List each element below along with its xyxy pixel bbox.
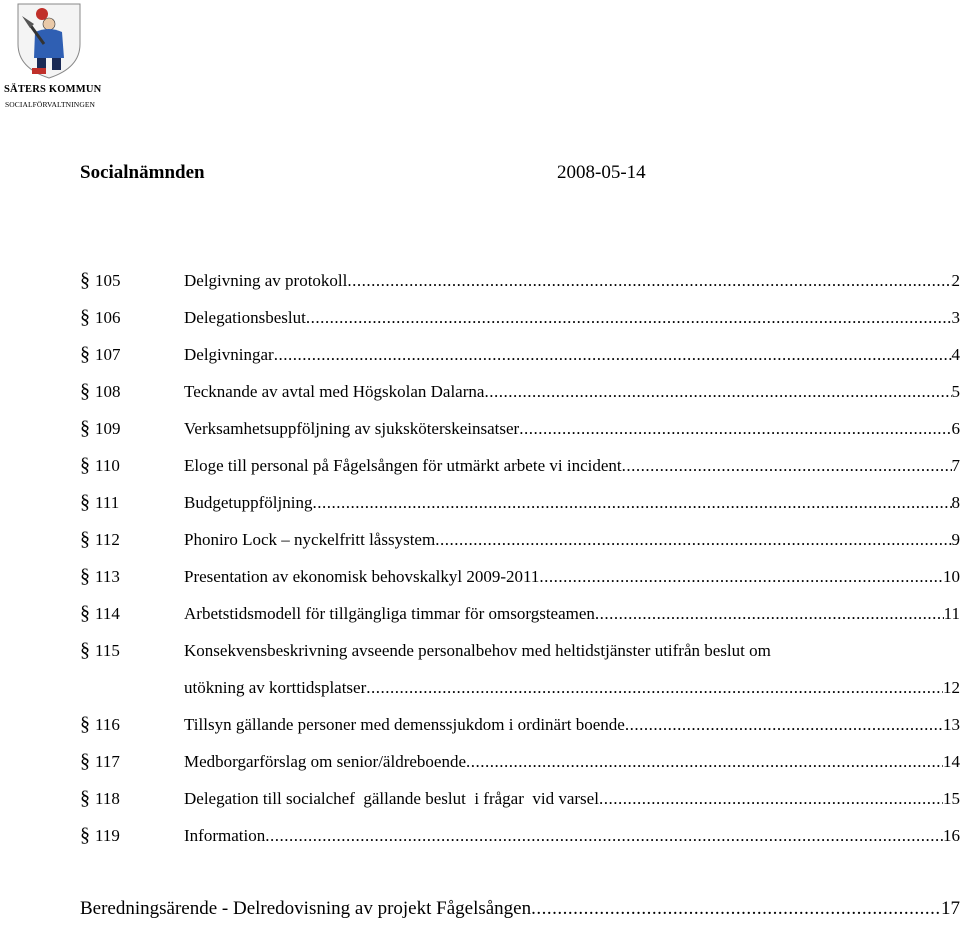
table-of-contents bbox=[80, 262, 960, 854]
entry-title: Delegationsbeslut bbox=[184, 299, 306, 336]
section-sign: § bbox=[80, 410, 90, 447]
preparatory-matter-entry[interactable] bbox=[80, 889, 960, 929]
dot-leader bbox=[366, 669, 943, 706]
paragraph-number: 115 bbox=[95, 632, 120, 669]
paragraph-number: 116 bbox=[95, 706, 120, 743]
section-sign: § bbox=[80, 262, 90, 299]
municipality-logo bbox=[4, 2, 94, 110]
dot-leader bbox=[484, 373, 951, 410]
entry-title: Verksamhetsuppföljning av sjuksköterskeinsatser bbox=[184, 410, 519, 447]
section-sign: § bbox=[80, 780, 90, 817]
page-number: 2 bbox=[952, 262, 960, 299]
paragraph-number: 109 bbox=[95, 410, 121, 447]
paragraph-number: 119 bbox=[95, 817, 120, 854]
toc-entry[interactable] bbox=[80, 743, 960, 780]
entry-title: Medborgarförslag om senior/äldreboende bbox=[184, 743, 466, 780]
toc-entry[interactable] bbox=[80, 447, 960, 484]
dot-leader bbox=[622, 447, 952, 484]
paragraph-number: 117 bbox=[95, 743, 120, 780]
paragraph-number: 108 bbox=[95, 373, 121, 410]
dot-leader bbox=[531, 889, 941, 929]
page-number: 12 bbox=[943, 669, 960, 706]
page-number: 13 bbox=[943, 706, 960, 743]
dot-leader bbox=[519, 410, 951, 447]
page-number: 6 bbox=[952, 410, 960, 447]
section-sign: § bbox=[80, 336, 90, 373]
paragraph-number: 114 bbox=[95, 595, 120, 632]
paragraph-number: 113 bbox=[95, 558, 120, 595]
paragraph-number: 105 bbox=[95, 262, 121, 299]
meeting-date: 2008-05-14 bbox=[557, 162, 646, 184]
page-number: 3 bbox=[952, 299, 960, 336]
toc-entry[interactable] bbox=[80, 632, 960, 706]
entry-title: Tecknande av avtal med Högskolan Dalarna bbox=[184, 373, 484, 410]
paragraph-number: 107 bbox=[95, 336, 121, 373]
paragraph-number: 118 bbox=[95, 780, 120, 817]
entry-title-continued: utökning av korttidsplatser bbox=[184, 669, 366, 706]
toc-entry[interactable] bbox=[80, 521, 960, 558]
entry-title: Information bbox=[184, 817, 265, 854]
entry-title: Delegation till socialchef gällande beslut i frågar vid varsel bbox=[184, 780, 599, 817]
entry-title: Konsekvensbeskrivning avseende personalbehov med heltidstjänster utifrån beslut om bbox=[184, 632, 771, 669]
toc-entry[interactable] bbox=[80, 299, 960, 336]
toc-entry[interactable] bbox=[80, 336, 960, 373]
entry-title: Phoniro Lock – nyckelfritt låssystem bbox=[184, 521, 435, 558]
section-sign: § bbox=[80, 817, 90, 854]
paragraph-number: 111 bbox=[95, 484, 119, 521]
page-number: 15 bbox=[943, 780, 960, 817]
toc-entry[interactable] bbox=[80, 558, 960, 595]
toc-entry[interactable] bbox=[80, 817, 960, 854]
dot-leader bbox=[435, 521, 951, 558]
page-number: 8 bbox=[952, 484, 960, 521]
entry-title: Budgetuppföljning bbox=[184, 484, 312, 521]
toc-entry[interactable] bbox=[80, 595, 960, 632]
section-sign: § bbox=[80, 484, 90, 521]
dot-leader bbox=[599, 780, 943, 817]
section-sign: § bbox=[80, 447, 90, 484]
entry-title: Arbetstidsmodell för tillgängliga timmar för omsorgsteamen bbox=[184, 595, 595, 632]
section-sign: § bbox=[80, 595, 90, 632]
section-sign: § bbox=[80, 706, 90, 743]
entry-title: Beredningsärende - Delredovisning av projekt Fågelsången bbox=[80, 889, 531, 929]
paragraph-number: 106 bbox=[95, 299, 121, 336]
entry-title: Delgivningar bbox=[184, 336, 274, 373]
dot-leader bbox=[625, 706, 943, 743]
dot-leader bbox=[312, 484, 951, 521]
section-sign: § bbox=[80, 521, 90, 558]
page-number: 16 bbox=[943, 817, 960, 854]
section-sign: § bbox=[80, 632, 90, 669]
paragraph-number: 112 bbox=[95, 521, 120, 558]
page-number: 5 bbox=[952, 373, 960, 410]
dot-leader bbox=[595, 595, 944, 632]
dot-leader bbox=[347, 262, 951, 299]
dot-leader bbox=[466, 743, 943, 780]
section-sign: § bbox=[80, 299, 90, 336]
section-sign: § bbox=[80, 558, 90, 595]
entry-title: Delgivning av protokoll bbox=[184, 262, 347, 299]
toc-entry[interactable] bbox=[80, 780, 960, 817]
toc-entry[interactable] bbox=[80, 484, 960, 521]
toc-entry[interactable] bbox=[80, 410, 960, 447]
page-number: 17 bbox=[941, 889, 960, 929]
section-sign: § bbox=[80, 373, 90, 410]
section-sign: § bbox=[80, 743, 90, 780]
entry-title: Eloge till personal på Fågelsången för utmärkt arbete vi incident bbox=[184, 447, 622, 484]
paragraph-number: 110 bbox=[95, 447, 120, 484]
committee-title: Socialnämnden bbox=[80, 162, 205, 184]
page-number: 4 bbox=[952, 336, 960, 373]
page-number: 7 bbox=[952, 447, 960, 484]
page-number: 9 bbox=[952, 521, 960, 558]
logo-subtitle: SOCIALFÖRVALTNINGEN bbox=[4, 100, 96, 109]
coat-of-arms-icon bbox=[4, 2, 94, 82]
entry-title: Presentation av ekonomisk behovskalkyl 2009-2011 bbox=[184, 558, 539, 595]
page-number: 11 bbox=[944, 595, 960, 632]
toc-entry[interactable] bbox=[80, 262, 960, 299]
toc-entry[interactable] bbox=[80, 706, 960, 743]
entry-title: Tillsyn gällande personer med demenssjukdom i ordinärt boende bbox=[184, 706, 625, 743]
dot-leader bbox=[539, 558, 943, 595]
page-number: 14 bbox=[943, 743, 960, 780]
dot-leader bbox=[306, 299, 952, 336]
logo-name: SÄTERS KOMMUN bbox=[4, 84, 96, 95]
page-number: 10 bbox=[943, 558, 960, 595]
toc-entry[interactable] bbox=[80, 373, 960, 410]
dot-leader bbox=[265, 817, 943, 854]
dot-leader bbox=[274, 336, 952, 373]
